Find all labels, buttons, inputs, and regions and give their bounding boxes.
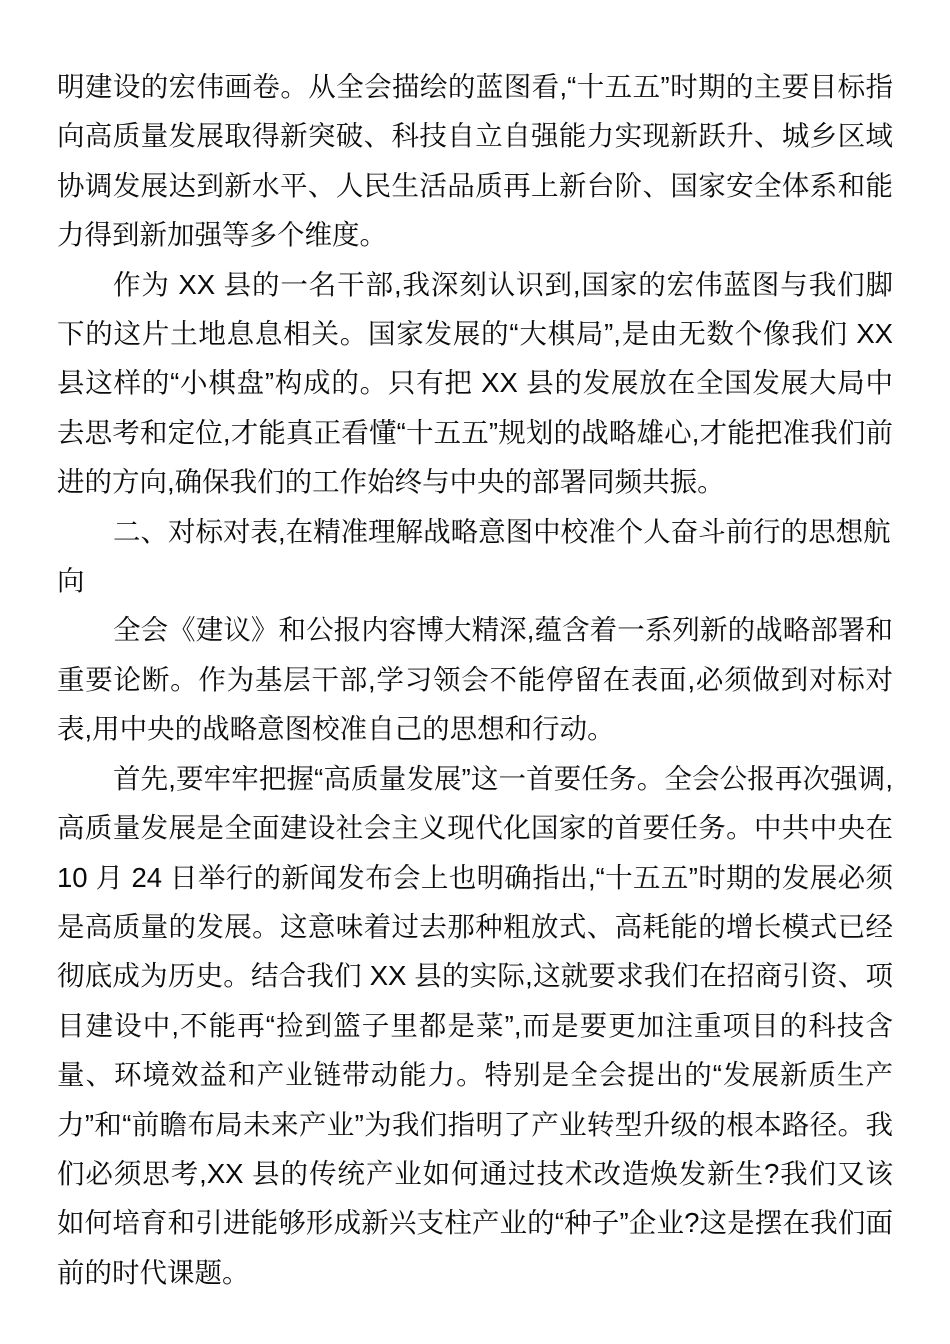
document-text-body xyxy=(57,62,893,1297)
paragraph-body: 全会《建议》和公报内容博大精深,蕴含着一系列新的战略部署和重要论断。作为基层干部,学习领会不能停留在表面,必须做到对标对表,用中央的战略意图校准自己的思想和行动。 xyxy=(57,614,893,745)
paragraph-body: 首先,要牢牢把握“高质量发展”这一首要任务。全会公报再次强调,高质量发展是全面建设社会主义现代化国家的首要任务。中共中央在 10 月 24 日举行的新闻发布会上也明确指出,“十五五”时期的发展必须是高质量的发展。这意味着过去那种粗放式、高耗能的增长模式已经彻底成为历史。结合我们 XX 县的实际,这就要求我们在招商引资、项目建设中,不能再“捡到篮子里都是菜”,而是要更加注重项目的科技含量、环境效益和产业链带动能力。特别是全会提出的“发展新质生产力”和“前瞻布局未来产业”为我们指明了产业转型升级的根本路径。我们必须思考,XX 县的传统产业如何通过技术改造焕发新生?我们又该如何培育和引进能够形成新兴支柱产业的“种子”企业?这是摆在我们面前的时代课题。 xyxy=(57,762,893,1288)
paragraph-continuation: 明建设的宏伟画卷。从全会描绘的蓝图看,“十五五”时期的主要目标指向高质量发展取得新突破、科技自立自强能力实现新跃升、城乡区域协调发展达到新水平、人民生活品质再上新台阶、国家安全体系和能力得到新加强等多个维度。 xyxy=(57,71,893,251)
section-heading-two: 二、对标对表,在精准理解战略意图中校准个人奋斗前行的思想航向 xyxy=(57,515,891,597)
paragraph-body: 作为 XX 县的一名干部,我深刻认识到,国家的宏伟蓝图与我们脚下的这片土地息息相关。国家发展的“大棋局”,是由无数个像我们 XX 县这样的“小棋盘”构成的。只有把 XX 县的发展放在全国发展大局中去思考和定位,才能真正看懂“十五五”规划的战略雄心,才能把准我们前进的方向,确保我们的工作始终与中央的部署同频共振。 xyxy=(57,268,893,498)
